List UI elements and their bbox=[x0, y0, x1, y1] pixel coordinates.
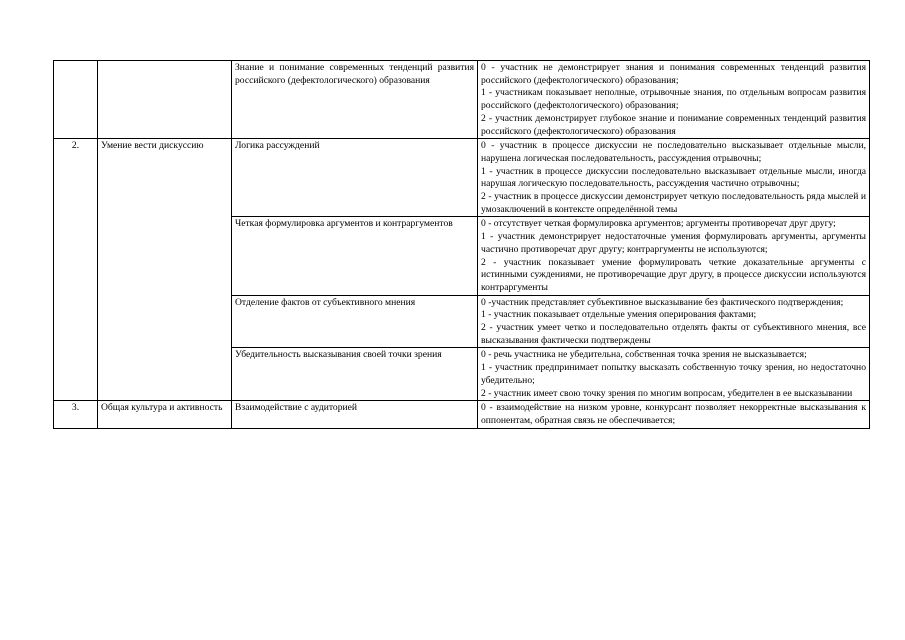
levels-cell bbox=[478, 348, 870, 401]
indicator-cell: Знание и понимание современных тенденций развития российского (дефектологического) образования bbox=[232, 61, 478, 139]
row-number-cell: 3. bbox=[54, 401, 98, 428]
level-text: 1 - участник показывает отдельные умения оперирования фактами; bbox=[481, 309, 757, 321]
indicator-cell: Убедительность высказывания своей точки зрения bbox=[232, 348, 478, 401]
level-text: 2 - участник демонстрирует глубокое знание и понимание современных тенденций развития российского (дефектологического) образования bbox=[481, 112, 866, 137]
table-row bbox=[54, 61, 870, 139]
indicator-cell: Отделение фактов от субъективного мнения bbox=[232, 295, 478, 348]
level-text: 0 - речь участника не убедительна, собственная точка зрения не высказывается; bbox=[481, 349, 807, 361]
levels-cell bbox=[478, 217, 870, 295]
indicator-cell: Взаимодействие с аудиторией bbox=[232, 401, 478, 428]
level-text: 0 - участник не демонстрирует знания и понимания современных тенденций развития российского (дефектологического) образования; bbox=[481, 62, 866, 86]
level-text: 1 - участник предпринимает попытку высказать собственную точку зрения, но недостаточно убедительно; bbox=[481, 362, 866, 386]
level-text: 1 - участник демонстрирует недостаточные умения формулировать аргументы, аргументы частично противоречат друг другу; контраргументы не используются; bbox=[481, 231, 866, 255]
levels-cell bbox=[478, 139, 870, 217]
table-row bbox=[54, 139, 870, 217]
criterion-cell bbox=[98, 61, 232, 139]
indicator-cell: Логика рассуждений bbox=[232, 139, 478, 217]
row-number-cell: 2. bbox=[54, 139, 98, 401]
level-text: 0 - участник в процессе дискуссии не последовательно высказывает отдельные мысли, нарушена логическая последовательность, рассуждения отрывочны; bbox=[481, 140, 866, 164]
level-text: 0 - отсутствует четкая формулировка аргументов; аргументы противоречат друг другу; bbox=[481, 218, 836, 230]
levels-cell bbox=[478, 61, 870, 139]
indicator-cell: Четкая формулировка аргументов и контраргументов bbox=[232, 217, 478, 295]
level-text: 0 - взаимодействие на низком уровне, конкурсант позволяет некорректные высказывания к оппонентам, обратная связь не обеспечивается; bbox=[481, 402, 866, 426]
level-text: 2 - участник показывает умение формулировать четкие доказательные аргументы с истинными суждениями, не противоречащие друг другу, в процессе дискуссии используются контраргументы bbox=[481, 256, 866, 293]
table-row bbox=[54, 401, 870, 428]
criterion-cell: Общая культура и активность bbox=[98, 401, 232, 428]
level-text: 2 - участник в процессе дискуссии демонстрирует четкую последовательность ряда мыслей и умозаключений в контексте определённой темы bbox=[481, 191, 866, 215]
level-text: 2 - участник имеет свою точку зрения по многим вопросам, убедителен в ее высказывании bbox=[481, 387, 853, 399]
level-text: 1 - участник в процессе дискуссии последовательно высказывает отдельные мысли, иногда нарушая логическую последовательность, рассуждения частично отрывочны; bbox=[481, 165, 866, 190]
level-text: 0 -участник представляет субъективное высказывание без фактического подтверждения; bbox=[481, 296, 844, 308]
row-number-cell bbox=[54, 61, 98, 139]
criterion-cell: Умение вести дискуссию bbox=[98, 139, 232, 401]
criteria-table bbox=[53, 60, 870, 429]
levels-cell bbox=[478, 401, 870, 428]
levels-cell bbox=[478, 295, 870, 348]
level-text: 2 - участник умеет четко и последовательно отделять факты от субъективного мнения, все высказывания фактически подтверждены bbox=[481, 322, 866, 346]
level-text: 1 - участникам показывает неполные, отрывочные знания, по отдельным вопросам развития российского (дефектологического) образования; bbox=[481, 87, 866, 112]
